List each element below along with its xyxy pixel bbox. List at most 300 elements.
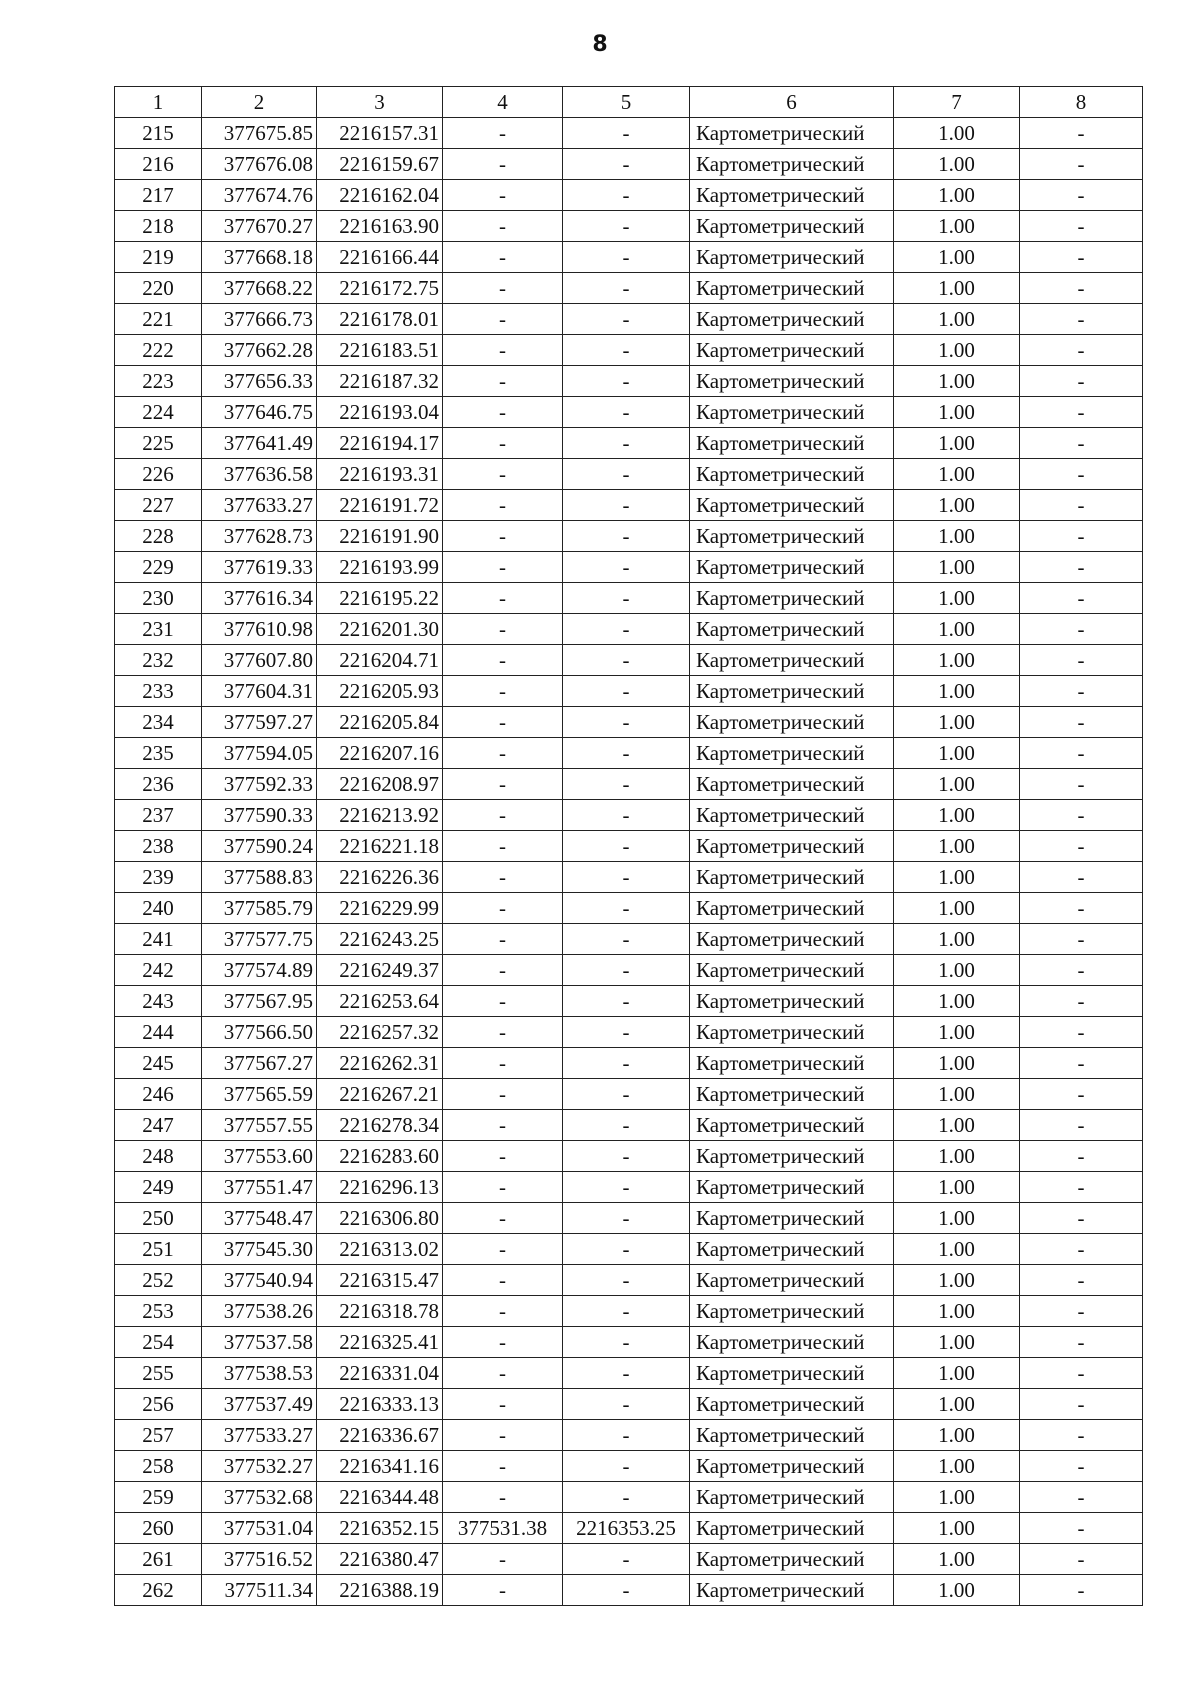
point-number-cell: 262 <box>115 1575 202 1606</box>
table-row <box>115 1110 1143 1141</box>
x-new-cell: - <box>443 304 563 335</box>
table-row <box>115 1265 1143 1296</box>
description-cell: - <box>1020 459 1143 490</box>
table-row <box>115 1296 1143 1327</box>
table-row <box>115 955 1143 986</box>
y-new-cell: - <box>563 552 690 583</box>
y-new-cell: - <box>563 490 690 521</box>
y-coordinate-cell: 2216380.47 <box>317 1544 443 1575</box>
method-cell: Картометрический <box>690 1234 894 1265</box>
accuracy-cell: 1.00 <box>894 707 1020 738</box>
y-coordinate-cell: 2216283.60 <box>317 1141 443 1172</box>
y-coordinate-cell: 2216257.32 <box>317 1017 443 1048</box>
x-coordinate-cell: 377511.34 <box>202 1575 317 1606</box>
x-coordinate-cell: 377674.76 <box>202 180 317 211</box>
y-coordinate-cell: 2216344.48 <box>317 1482 443 1513</box>
description-cell: - <box>1020 1575 1143 1606</box>
method-cell: Картометрический <box>690 831 894 862</box>
y-new-cell: - <box>563 428 690 459</box>
x-new-cell: - <box>443 521 563 552</box>
y-coordinate-cell: 2216267.21 <box>317 1079 443 1110</box>
point-number-cell: 255 <box>115 1358 202 1389</box>
accuracy-cell: 1.00 <box>894 955 1020 986</box>
accuracy-cell: 1.00 <box>894 459 1020 490</box>
y-new-cell: - <box>563 1358 690 1389</box>
x-new-cell: - <box>443 1110 563 1141</box>
method-cell: Картометрический <box>690 459 894 490</box>
description-cell: - <box>1020 1544 1143 1575</box>
y-new-cell: - <box>563 1296 690 1327</box>
coordinates-table <box>114 86 1143 1606</box>
y-coordinate-cell: 2216336.67 <box>317 1420 443 1451</box>
method-cell: Картометрический <box>690 1482 894 1513</box>
point-number-cell: 237 <box>115 800 202 831</box>
y-coordinate-cell: 2216213.92 <box>317 800 443 831</box>
point-number-cell: 221 <box>115 304 202 335</box>
y-new-cell: 2216353.25 <box>563 1513 690 1544</box>
y-coordinate-cell: 2216296.13 <box>317 1172 443 1203</box>
y-new-cell: - <box>563 800 690 831</box>
table-header-row <box>115 87 1143 118</box>
y-coordinate-cell: 2216159.67 <box>317 149 443 180</box>
accuracy-cell: 1.00 <box>894 769 1020 800</box>
accuracy-cell: 1.00 <box>894 1141 1020 1172</box>
y-coordinate-cell: 2216221.18 <box>317 831 443 862</box>
table-row <box>115 459 1143 490</box>
table-row <box>115 335 1143 366</box>
y-coordinate-cell: 2216193.99 <box>317 552 443 583</box>
x-new-cell: - <box>443 707 563 738</box>
table-row <box>115 180 1143 211</box>
table-row <box>115 738 1143 769</box>
method-cell: Картометрический <box>690 1513 894 1544</box>
x-new-cell: - <box>443 955 563 986</box>
y-new-cell: - <box>563 1420 690 1451</box>
x-coordinate-cell: 377566.50 <box>202 1017 317 1048</box>
y-new-cell: - <box>563 1110 690 1141</box>
description-cell: - <box>1020 862 1143 893</box>
y-coordinate-cell: 2216172.75 <box>317 273 443 304</box>
y-new-cell: - <box>563 118 690 149</box>
x-new-cell: - <box>443 1141 563 1172</box>
x-coordinate-cell: 377668.22 <box>202 273 317 304</box>
x-coordinate-cell: 377585.79 <box>202 893 317 924</box>
y-coordinate-cell: 2216313.02 <box>317 1234 443 1265</box>
accuracy-cell: 1.00 <box>894 1513 1020 1544</box>
point-number-cell: 226 <box>115 459 202 490</box>
x-coordinate-cell: 377557.55 <box>202 1110 317 1141</box>
point-number-cell: 247 <box>115 1110 202 1141</box>
y-coordinate-cell: 2216163.90 <box>317 211 443 242</box>
y-coordinate-cell: 2216193.31 <box>317 459 443 490</box>
y-coordinate-cell: 2216333.13 <box>317 1389 443 1420</box>
point-number-cell: 220 <box>115 273 202 304</box>
column-header: 5 <box>563 87 690 118</box>
table-row <box>115 1172 1143 1203</box>
y-coordinate-cell: 2216253.64 <box>317 986 443 1017</box>
y-coordinate-cell: 2216201.30 <box>317 614 443 645</box>
point-number-cell: 225 <box>115 428 202 459</box>
accuracy-cell: 1.00 <box>894 304 1020 335</box>
y-new-cell: - <box>563 1327 690 1358</box>
y-coordinate-cell: 2216341.16 <box>317 1451 443 1482</box>
y-new-cell: - <box>563 893 690 924</box>
y-new-cell: - <box>563 707 690 738</box>
accuracy-cell: 1.00 <box>894 1172 1020 1203</box>
x-coordinate-cell: 377590.24 <box>202 831 317 862</box>
column-header: 4 <box>443 87 563 118</box>
y-coordinate-cell: 2216178.01 <box>317 304 443 335</box>
x-new-cell: - <box>443 1389 563 1420</box>
x-coordinate-cell: 377537.58 <box>202 1327 317 1358</box>
y-new-cell: - <box>563 459 690 490</box>
y-coordinate-cell: 2216226.36 <box>317 862 443 893</box>
description-cell: - <box>1020 366 1143 397</box>
x-new-cell: - <box>443 459 563 490</box>
description-cell: - <box>1020 676 1143 707</box>
y-coordinate-cell: 2216157.31 <box>317 118 443 149</box>
method-cell: Картометрический <box>690 862 894 893</box>
method-cell: Картометрический <box>690 1017 894 1048</box>
column-header: 1 <box>115 87 202 118</box>
x-coordinate-cell: 377574.89 <box>202 955 317 986</box>
description-cell: - <box>1020 707 1143 738</box>
x-new-cell: - <box>443 1451 563 1482</box>
y-new-cell: - <box>563 1234 690 1265</box>
method-cell: Картометрический <box>690 366 894 397</box>
x-new-cell: - <box>443 1482 563 1513</box>
description-cell: - <box>1020 335 1143 366</box>
x-coordinate-cell: 377666.73 <box>202 304 317 335</box>
description-cell: - <box>1020 1420 1143 1451</box>
accuracy-cell: 1.00 <box>894 1048 1020 1079</box>
accuracy-cell: 1.00 <box>894 1265 1020 1296</box>
point-number-cell: 245 <box>115 1048 202 1079</box>
accuracy-cell: 1.00 <box>894 242 1020 273</box>
point-number-cell: 216 <box>115 149 202 180</box>
y-coordinate-cell: 2216243.25 <box>317 924 443 955</box>
method-cell: Картометрический <box>690 1296 894 1327</box>
table-row <box>115 1203 1143 1234</box>
accuracy-cell: 1.00 <box>894 614 1020 645</box>
x-new-cell: 377531.38 <box>443 1513 563 1544</box>
x-new-cell: - <box>443 118 563 149</box>
point-number-cell: 244 <box>115 1017 202 1048</box>
accuracy-cell: 1.00 <box>894 1420 1020 1451</box>
x-coordinate-cell: 377553.60 <box>202 1141 317 1172</box>
table-row <box>115 1544 1143 1575</box>
accuracy-cell: 1.00 <box>894 986 1020 1017</box>
description-cell: - <box>1020 397 1143 428</box>
table-row <box>115 614 1143 645</box>
method-cell: Картометрический <box>690 552 894 583</box>
x-coordinate-cell: 377633.27 <box>202 490 317 521</box>
x-coordinate-cell: 377532.27 <box>202 1451 317 1482</box>
x-new-cell: - <box>443 1296 563 1327</box>
point-number-cell: 242 <box>115 955 202 986</box>
table-row <box>115 242 1143 273</box>
description-cell: - <box>1020 645 1143 676</box>
description-cell: - <box>1020 1048 1143 1079</box>
method-cell: Картометрический <box>690 955 894 986</box>
method-cell: Картометрический <box>690 273 894 304</box>
x-coordinate-cell: 377628.73 <box>202 521 317 552</box>
description-cell: - <box>1020 1482 1143 1513</box>
y-coordinate-cell: 2216191.90 <box>317 521 443 552</box>
accuracy-cell: 1.00 <box>894 1575 1020 1606</box>
accuracy-cell: 1.00 <box>894 738 1020 769</box>
x-coordinate-cell: 377551.47 <box>202 1172 317 1203</box>
method-cell: Картометрический <box>690 893 894 924</box>
x-coordinate-cell: 377532.68 <box>202 1482 317 1513</box>
column-header: 3 <box>317 87 443 118</box>
accuracy-cell: 1.00 <box>894 1451 1020 1482</box>
x-coordinate-cell: 377594.05 <box>202 738 317 769</box>
accuracy-cell: 1.00 <box>894 180 1020 211</box>
x-coordinate-cell: 377592.33 <box>202 769 317 800</box>
method-cell: Картометрический <box>690 180 894 211</box>
description-cell: - <box>1020 149 1143 180</box>
y-new-cell: - <box>563 211 690 242</box>
x-coordinate-cell: 377588.83 <box>202 862 317 893</box>
y-new-cell: - <box>563 273 690 304</box>
table-row <box>115 893 1143 924</box>
x-coordinate-cell: 377604.31 <box>202 676 317 707</box>
table-row <box>115 1513 1143 1544</box>
x-new-cell: - <box>443 583 563 614</box>
method-cell: Картометрический <box>690 1110 894 1141</box>
x-coordinate-cell: 377567.27 <box>202 1048 317 1079</box>
point-number-cell: 240 <box>115 893 202 924</box>
method-cell: Картометрический <box>690 149 894 180</box>
point-number-cell: 257 <box>115 1420 202 1451</box>
x-new-cell: - <box>443 1234 563 1265</box>
x-new-cell: - <box>443 769 563 800</box>
point-number-cell: 253 <box>115 1296 202 1327</box>
column-header: 7 <box>894 87 1020 118</box>
y-coordinate-cell: 2216194.17 <box>317 428 443 459</box>
table-row <box>115 1327 1143 1358</box>
x-coordinate-cell: 377540.94 <box>202 1265 317 1296</box>
accuracy-cell: 1.00 <box>894 1327 1020 1358</box>
method-cell: Картометрический <box>690 707 894 738</box>
x-new-cell: - <box>443 1544 563 1575</box>
x-coordinate-cell: 377619.33 <box>202 552 317 583</box>
x-coordinate-cell: 377565.59 <box>202 1079 317 1110</box>
y-new-cell: - <box>563 180 690 211</box>
method-cell: Картометрический <box>690 1451 894 1482</box>
y-new-cell: - <box>563 1265 690 1296</box>
x-coordinate-cell: 377636.58 <box>202 459 317 490</box>
y-new-cell: - <box>563 769 690 800</box>
accuracy-cell: 1.00 <box>894 893 1020 924</box>
point-number-cell: 243 <box>115 986 202 1017</box>
accuracy-cell: 1.00 <box>894 1296 1020 1327</box>
x-coordinate-cell: 377577.75 <box>202 924 317 955</box>
x-new-cell: - <box>443 986 563 1017</box>
x-new-cell: - <box>443 924 563 955</box>
description-cell: - <box>1020 1327 1143 1358</box>
description-cell: - <box>1020 242 1143 273</box>
table-row <box>115 211 1143 242</box>
description-cell: - <box>1020 955 1143 986</box>
table-body <box>115 118 1143 1606</box>
accuracy-cell: 1.00 <box>894 676 1020 707</box>
y-new-cell: - <box>563 1389 690 1420</box>
accuracy-cell: 1.00 <box>894 1203 1020 1234</box>
x-coordinate-cell: 377670.27 <box>202 211 317 242</box>
point-number-cell: 227 <box>115 490 202 521</box>
method-cell: Картометрический <box>690 1575 894 1606</box>
y-new-cell: - <box>563 1172 690 1203</box>
description-cell: - <box>1020 614 1143 645</box>
description-cell: - <box>1020 831 1143 862</box>
table-row <box>115 924 1143 955</box>
y-coordinate-cell: 2216352.15 <box>317 1513 443 1544</box>
point-number-cell: 233 <box>115 676 202 707</box>
table-row <box>115 552 1143 583</box>
point-number-cell: 215 <box>115 118 202 149</box>
x-new-cell: - <box>443 1203 563 1234</box>
description-cell: - <box>1020 800 1143 831</box>
y-new-cell: - <box>563 831 690 862</box>
y-coordinate-cell: 2216262.31 <box>317 1048 443 1079</box>
y-new-cell: - <box>563 1575 690 1606</box>
table-row <box>115 862 1143 893</box>
table-row <box>115 304 1143 335</box>
y-new-cell: - <box>563 738 690 769</box>
point-number-cell: 218 <box>115 211 202 242</box>
x-new-cell: - <box>443 180 563 211</box>
y-coordinate-cell: 2216306.80 <box>317 1203 443 1234</box>
point-number-cell: 252 <box>115 1265 202 1296</box>
x-new-cell: - <box>443 490 563 521</box>
point-number-cell: 223 <box>115 366 202 397</box>
y-coordinate-cell: 2216325.41 <box>317 1327 443 1358</box>
y-coordinate-cell: 2216388.19 <box>317 1575 443 1606</box>
method-cell: Картометрический <box>690 242 894 273</box>
table-row <box>115 1234 1143 1265</box>
y-new-cell: - <box>563 645 690 676</box>
table-row <box>115 1451 1143 1482</box>
method-cell: Картометрический <box>690 1420 894 1451</box>
y-coordinate-cell: 2216331.04 <box>317 1358 443 1389</box>
x-new-cell: - <box>443 1358 563 1389</box>
table-row <box>115 1575 1143 1606</box>
x-new-cell: - <box>443 800 563 831</box>
accuracy-cell: 1.00 <box>894 1079 1020 1110</box>
x-new-cell: - <box>443 1265 563 1296</box>
column-header: 6 <box>690 87 894 118</box>
point-number-cell: 241 <box>115 924 202 955</box>
y-new-cell: - <box>563 1203 690 1234</box>
point-number-cell: 228 <box>115 521 202 552</box>
accuracy-cell: 1.00 <box>894 1017 1020 1048</box>
point-number-cell: 235 <box>115 738 202 769</box>
y-coordinate-cell: 2216229.99 <box>317 893 443 924</box>
x-new-cell: - <box>443 397 563 428</box>
description-cell: - <box>1020 1265 1143 1296</box>
description-cell: - <box>1020 1079 1143 1110</box>
x-coordinate-cell: 377662.28 <box>202 335 317 366</box>
x-coordinate-cell: 377538.26 <box>202 1296 317 1327</box>
description-cell: - <box>1020 1110 1143 1141</box>
point-number-cell: 222 <box>115 335 202 366</box>
method-cell: Картометрический <box>690 924 894 955</box>
description-cell: - <box>1020 521 1143 552</box>
x-new-cell: - <box>443 149 563 180</box>
accuracy-cell: 1.00 <box>894 1234 1020 1265</box>
y-coordinate-cell: 2216191.72 <box>317 490 443 521</box>
y-coordinate-cell: 2216207.16 <box>317 738 443 769</box>
table-row <box>115 986 1143 1017</box>
method-cell: Картометрический <box>690 645 894 676</box>
y-new-cell: - <box>563 1451 690 1482</box>
accuracy-cell: 1.00 <box>894 335 1020 366</box>
accuracy-cell: 1.00 <box>894 211 1020 242</box>
method-cell: Картометрический <box>690 738 894 769</box>
description-cell: - <box>1020 738 1143 769</box>
x-new-cell: - <box>443 552 563 583</box>
x-coordinate-cell: 377533.27 <box>202 1420 317 1451</box>
point-number-cell: 261 <box>115 1544 202 1575</box>
table-row <box>115 490 1143 521</box>
point-number-cell: 229 <box>115 552 202 583</box>
x-coordinate-cell: 377537.49 <box>202 1389 317 1420</box>
table-row <box>115 1048 1143 1079</box>
page-number: 8 <box>592 32 608 57</box>
table-row <box>115 1017 1143 1048</box>
accuracy-cell: 1.00 <box>894 366 1020 397</box>
description-cell: - <box>1020 1296 1143 1327</box>
accuracy-cell: 1.00 <box>894 273 1020 304</box>
accuracy-cell: 1.00 <box>894 924 1020 955</box>
description-cell: - <box>1020 428 1143 459</box>
method-cell: Картометрический <box>690 428 894 459</box>
point-number-cell: 232 <box>115 645 202 676</box>
x-coordinate-cell: 377675.85 <box>202 118 317 149</box>
description-cell: - <box>1020 273 1143 304</box>
x-new-cell: - <box>443 335 563 366</box>
point-number-cell: 256 <box>115 1389 202 1420</box>
method-cell: Картометрический <box>690 1544 894 1575</box>
x-new-cell: - <box>443 428 563 459</box>
y-new-cell: - <box>563 397 690 428</box>
y-new-cell: - <box>563 149 690 180</box>
y-new-cell: - <box>563 583 690 614</box>
table-row <box>115 1358 1143 1389</box>
method-cell: Картометрический <box>690 118 894 149</box>
point-number-cell: 250 <box>115 1203 202 1234</box>
table-row <box>115 1141 1143 1172</box>
point-number-cell: 238 <box>115 831 202 862</box>
accuracy-cell: 1.00 <box>894 428 1020 459</box>
method-cell: Картометрический <box>690 614 894 645</box>
y-new-cell: - <box>563 1079 690 1110</box>
point-number-cell: 217 <box>115 180 202 211</box>
y-coordinate-cell: 2216315.47 <box>317 1265 443 1296</box>
description-cell: - <box>1020 1234 1143 1265</box>
method-cell: Картометрический <box>690 397 894 428</box>
x-coordinate-cell: 377597.27 <box>202 707 317 738</box>
x-coordinate-cell: 377567.95 <box>202 986 317 1017</box>
y-coordinate-cell: 2216318.78 <box>317 1296 443 1327</box>
method-cell: Картометрический <box>690 1265 894 1296</box>
x-new-cell: - <box>443 862 563 893</box>
accuracy-cell: 1.00 <box>894 862 1020 893</box>
x-new-cell: - <box>443 645 563 676</box>
point-number-cell: 234 <box>115 707 202 738</box>
